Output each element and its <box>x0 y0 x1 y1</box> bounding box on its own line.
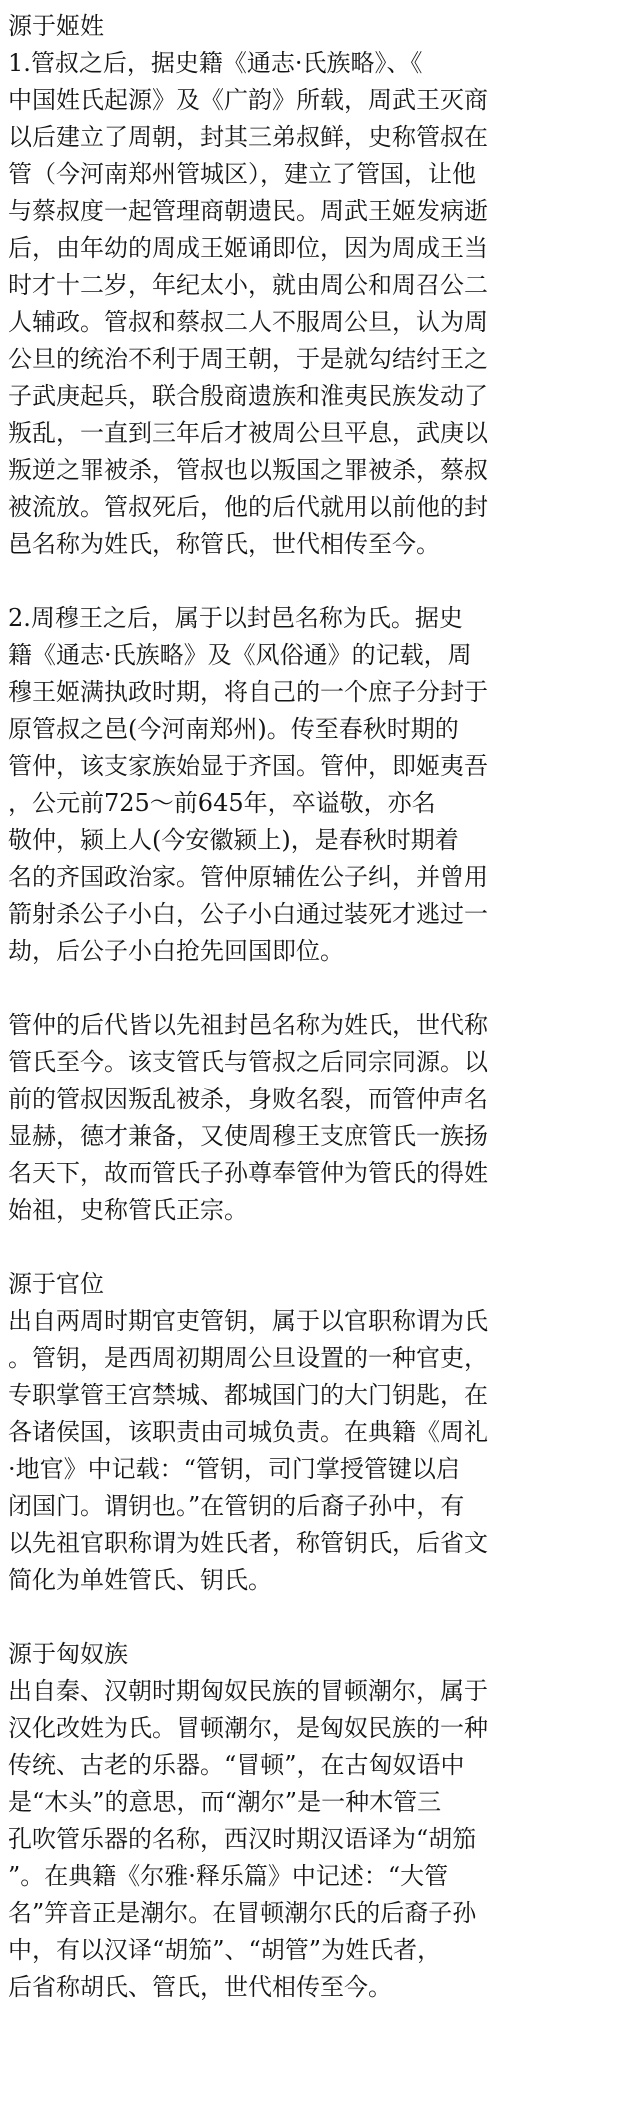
text-line: 籍《通志·氏族略》及《风俗通》的记载，周 <box>8 641 472 669</box>
text-line: 2.周穆王之后，属于以封邑名称为氏。据史 <box>8 604 463 632</box>
text-line: 公旦的统治不利于周王朝，于是就勾结纣王之 <box>8 345 488 373</box>
text-line: 时才十二岁，年纪太小，就由周公和周召公二 <box>8 271 488 299</box>
section-heading: 源于匈奴族 <box>8 1640 128 1668</box>
text-line: 子武庚起兵，联合殷商遗族和淮夷民族发动了 <box>8 382 488 410</box>
text-line: 叛逆之罪被杀，管叔也以叛国之罪被杀，蔡叔 <box>8 456 488 484</box>
text-line: 显赫，德才兼备，又使周穆王支庶管氏一族扬 <box>8 1122 488 1150</box>
text-line: 专职掌管王宫禁城、都城国门的大门钥匙，在 <box>8 1381 488 1409</box>
text-line: 人辅政。管叔和蔡叔二人不服周公旦，认为周 <box>8 308 488 336</box>
text-line: 名天下，故而管氏子孙尊奉管仲为管氏的得姓 <box>8 1159 488 1187</box>
text-line: 闭国门。谓钥也。”在管钥的后裔子孙中，有 <box>8 1492 465 1520</box>
text-line: 以后建立了周朝，封其三弟叔鲜，史称管叔在 <box>8 123 488 151</box>
text-line: 是“木头”的意思，而“潮尔”是一种木管三 <box>8 1788 442 1816</box>
text-line: 劫，后公子小白抢先回国即位。 <box>8 937 344 965</box>
section-origin-xiongnu <box>8 1636 630 2006</box>
text-line: 敬仲，颍上人(今安徽颍上)，是春秋时期着 <box>8 826 459 854</box>
section-origin-official-post <box>8 1266 630 1599</box>
text-line: 孔吹管乐器的名称，西汉时期汉语译为“胡笳 <box>8 1825 477 1853</box>
section-zhou-muwang-descendants <box>8 600 630 970</box>
text-line: ·地官》中记载：“管钥，司门掌授管键以启 <box>8 1455 460 1483</box>
section-heading: 源于姬姓 <box>8 12 104 40</box>
text-line: 箭射杀公子小白，公子小白通过装死才逃过一 <box>8 900 488 928</box>
text-line: 出自两周时期官吏管钥，属于以官职称谓为氏 <box>8 1307 488 1335</box>
text-line: 管氏至今。该支管氏与管叔之后同宗同源。以 <box>8 1048 488 1076</box>
text-line: 原管叔之邑(今河南郑州)。传至春秋时期的 <box>8 715 459 743</box>
text-line: 前的管叔因叛乱被杀，身败名裂，而管仲声名 <box>8 1085 488 1113</box>
text-line: 各诸侯国，该职责由司城负责。在典籍《周礼 <box>8 1418 488 1446</box>
paragraph-gap <box>8 970 630 1007</box>
text-line: 管仲的后代皆以先祖封邑名称为姓氏，世代称 <box>8 1011 488 1039</box>
text-line: 中，有以汉译“胡笳”、“胡管”为姓氏者， <box>8 1936 442 1964</box>
text-line: 邑名称为姓氏，称管氏，世代相传至今。 <box>8 530 440 558</box>
text-line: 汉化改姓为氏。冒顿潮尔，是匈奴民族的一种 <box>8 1714 488 1742</box>
text-line: 叛乱，一直到三年后才被周公旦平息，武庚以 <box>8 419 488 447</box>
text-line: 后，由年幼的周成王姬诵即位，因为周成王当 <box>8 234 488 262</box>
text-line: 始祖，史称管氏正宗。 <box>8 1196 248 1224</box>
text-line: 被流放。管叔死后，他的后代就用以前他的封 <box>8 493 488 521</box>
paragraph-gap <box>8 1599 630 1636</box>
text-line: ”。在典籍《尔雅·释乐篇》中记述：“大管 <box>8 1862 449 1890</box>
paragraph-gap <box>8 563 630 600</box>
text-line: 传统、古老的乐器。“冒顿”，在古匈奴语中 <box>8 1751 465 1779</box>
text-line: 与蔡叔度一起管理商朝遗民。周武王姬发病逝 <box>8 197 488 225</box>
text-line: 名的齐国政治家。管仲原辅佐公子纠，并曾用 <box>8 863 488 891</box>
text-line: 简化为单姓管氏、钥氏。 <box>8 1566 272 1594</box>
text-line: 管仲，该支家族始显于齐国。管仲，即姬夷吾 <box>8 752 488 780</box>
text-line: ，公元前725～前645年，卒谥敬，亦名 <box>8 789 436 817</box>
text-line: 。管钥，是西周初期周公旦设置的一种官吏， <box>8 1344 488 1372</box>
section-guan-zhong-lineage <box>8 1007 630 1229</box>
section-heading: 源于官位 <box>8 1270 104 1298</box>
text-line: 名”笄音正是潮尔。在冒顿潮尔氏的后裔子孙 <box>8 1899 477 1927</box>
text-line: 管（今河南郑州管城区），建立了管国，让他 <box>8 160 476 188</box>
section-origin-ji-surname <box>8 8 630 563</box>
text-line: 以先祖官职称谓为姓氏者，称管钥氏，后省文 <box>8 1529 488 1557</box>
text-line: 1.管叔之后，据史籍《通志·氏族略》、《 <box>8 49 423 77</box>
paragraph-gap <box>8 1229 630 1266</box>
text-line: 出自秦、汉朝时期匈奴民族的冒顿潮尔，属于 <box>8 1677 488 1705</box>
text-line: 后省称胡氏、管氏，世代相传至今。 <box>8 1973 392 2001</box>
text-line: 中国姓氏起源》及《广韵》所载，周武王灭商 <box>8 86 488 114</box>
text-line: 穆王姬满执政时期，将自己的一个庶子分封于 <box>8 678 488 706</box>
